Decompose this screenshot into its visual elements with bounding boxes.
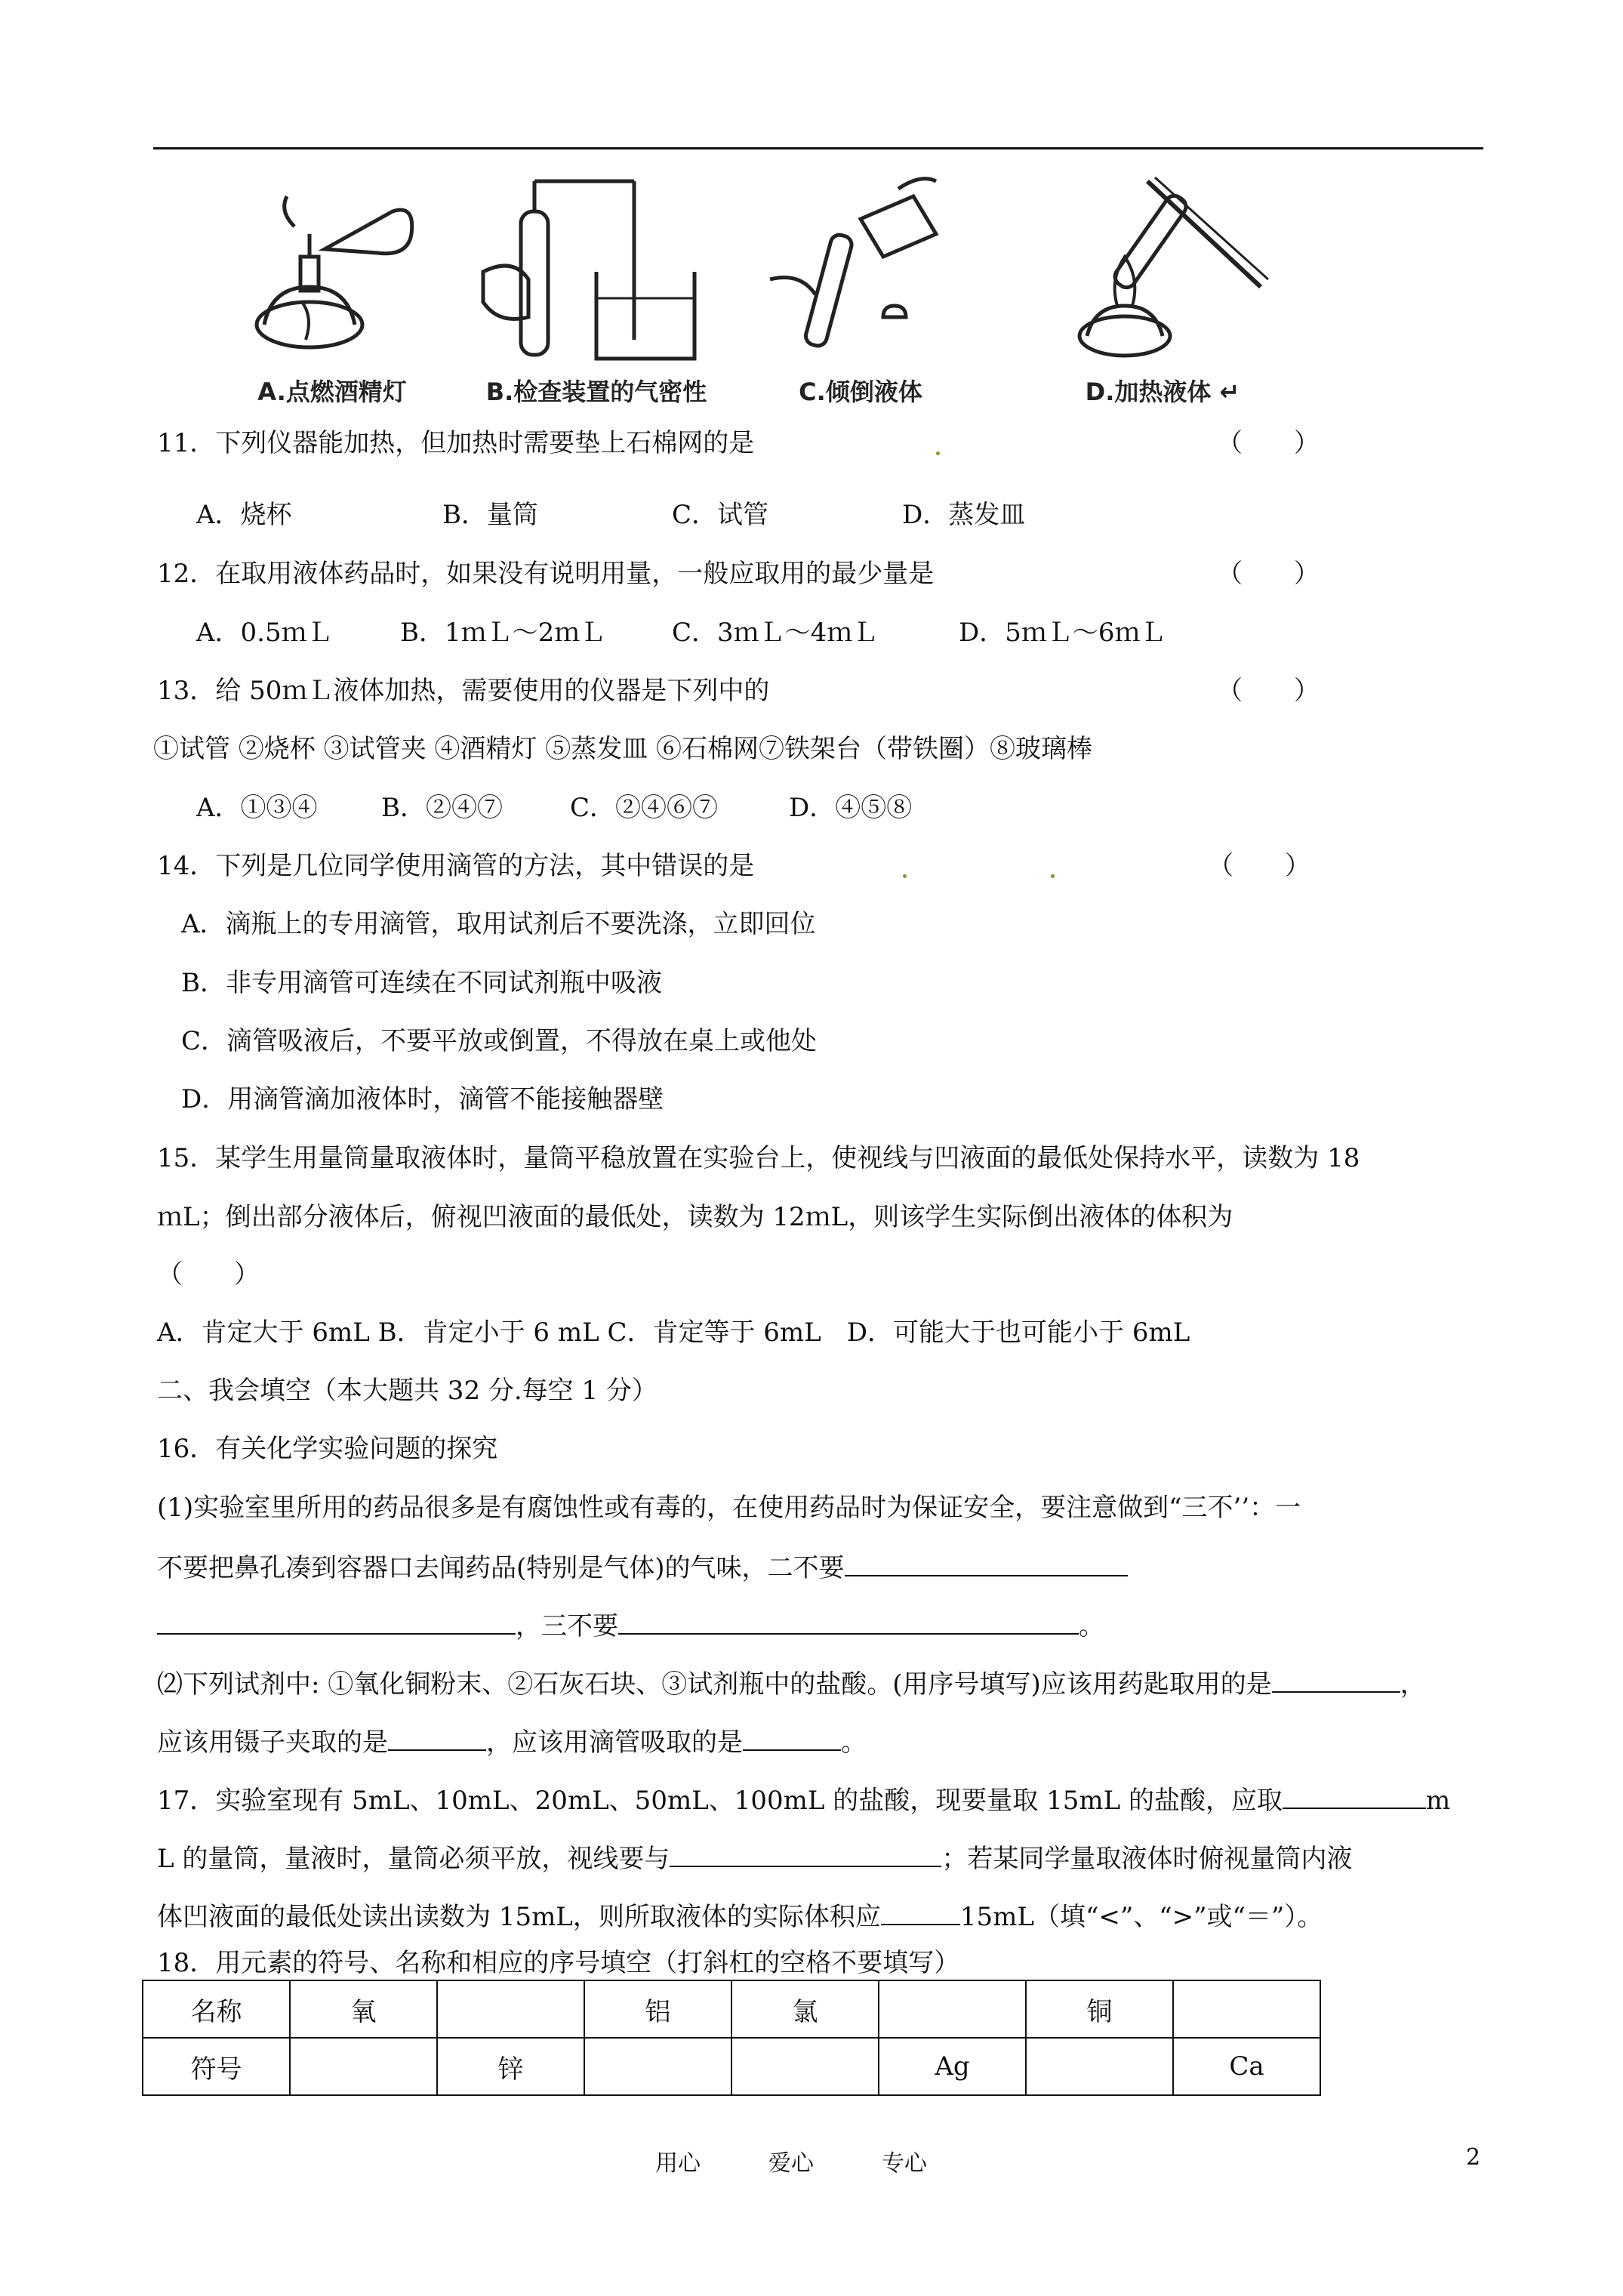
q11-answer-paren[interactable]: （ ） bbox=[1217, 428, 1320, 458]
table-cell[interactable] bbox=[290, 2038, 437, 2095]
table-cell[interactable] bbox=[879, 1980, 1026, 2038]
q17-line-3 bbox=[157, 1898, 1323, 1934]
q15-options: A．肯定大于 6mL B．肯定小于 6 mL C．肯定等于 6mL D．可能大于也可能小于 6mL bbox=[157, 1318, 1190, 1348]
footer-mid: 爱心 bbox=[768, 2150, 814, 2177]
q16-p2-line-2-end: 。 bbox=[841, 1727, 867, 1758]
q14-option-d[interactable]: D．用滴管滴加液体时，滴管不能接触器壁 bbox=[181, 1084, 664, 1114]
q13-option-b[interactable]: B．②④⑦ bbox=[381, 793, 503, 823]
q13-answer-paren[interactable]: （ ） bbox=[1217, 676, 1320, 706]
experiment-figures bbox=[219, 166, 1291, 408]
table-cell: 符号 bbox=[143, 2038, 290, 2095]
q15-line-1: 15．某学生用量筒量取液体时，量筒平稳放置在实验台上，使视线与凹液面的最低处保持水平，读数为 18 bbox=[157, 1143, 1360, 1173]
header-rule bbox=[153, 147, 1483, 149]
airtightness-check-icon bbox=[468, 166, 725, 370]
table-cell: 锌 bbox=[437, 2038, 584, 2095]
q16-blank-2[interactable] bbox=[845, 1549, 1128, 1576]
q16-p2-line-2-a: 应该用镊子夹取的是 bbox=[157, 1727, 388, 1758]
q15-line-2: ｍL；倒出部分液体后，俯视凹液面的最低处，读数为 12ｍL，则该学生实际倒出液体的体积为 bbox=[157, 1202, 1233, 1232]
q16-p1-line-2-text: 不要把鼻孔凑到容器口去闻药品(特别是气体)的气味，二不要 bbox=[157, 1553, 845, 1583]
q15-answer-paren[interactable]: （ ） bbox=[157, 1259, 260, 1290]
table-cell: 氯 bbox=[731, 1980, 879, 2038]
figure-d-caption: D.加热液体 ↵ bbox=[1085, 378, 1240, 406]
table-row bbox=[143, 1980, 1320, 2038]
q11-stem: 11．下列仪器能加热，但加热时需要垫上石棉网的是 bbox=[157, 428, 755, 458]
q17-blank-sightline[interactable] bbox=[670, 1840, 941, 1867]
q12-option-c[interactable]: C．3ｍＬ～4ｍＬ bbox=[672, 618, 879, 648]
q17-line-3-b: 15mL（填“<”、“>”或“＝”）。 bbox=[959, 1902, 1323, 1932]
q16-blank-tweezers[interactable] bbox=[388, 1724, 486, 1751]
table-cell: 铜 bbox=[1026, 1980, 1173, 2038]
q18-stem: 18．用元素的符号、名称和相应的序号填空（打斜杠的空格不要填写） bbox=[157, 1948, 960, 1978]
table-cell[interactable] bbox=[1026, 2038, 1173, 2095]
q14-option-a[interactable]: A．滴瓶上的专用滴管，取用试剂后不要洗涤，立即回位 bbox=[181, 909, 816, 939]
q12-option-b[interactable]: B．1ｍＬ～2ｍＬ bbox=[400, 618, 606, 648]
heating-liquid-icon bbox=[1034, 166, 1291, 370]
q16-blank-spoon[interactable] bbox=[1272, 1666, 1400, 1693]
q16-p2-line-1-end: ， bbox=[1400, 1669, 1426, 1700]
element-table bbox=[142, 1980, 1321, 2096]
q16-p1-line-2 bbox=[157, 1549, 1128, 1585]
alcohol-lamp-lighting-icon bbox=[219, 166, 445, 370]
table-cell: 名称 bbox=[143, 1980, 290, 2038]
q17-blank-cylinder[interactable] bbox=[1283, 1782, 1426, 1809]
figure-d bbox=[1034, 166, 1291, 408]
q16-p1-line-3-mid: ，三不要 bbox=[516, 1611, 618, 1641]
q16-p1-line-3-end: 。 bbox=[1079, 1611, 1104, 1641]
q14-stem: 14．下列是几位同学使用滴管的方法，其中错误的是 bbox=[157, 851, 755, 881]
figure-c-caption: C.倾倒液体 bbox=[799, 378, 922, 406]
q11-option-b[interactable]: B．量筒 bbox=[442, 500, 538, 530]
q11-option-d[interactable]: D．蒸发皿 bbox=[902, 500, 1026, 530]
figure-a bbox=[219, 166, 445, 408]
q13-option-c[interactable]: C．②④⑥⑦ bbox=[570, 793, 719, 823]
q13-stem: 13．给 50ｍＬ液体加热，需要使用的仪器是下列中的 bbox=[157, 676, 770, 706]
q16-p2-line-2 bbox=[157, 1724, 867, 1759]
table-row bbox=[143, 2038, 1320, 2095]
q13-option-d[interactable]: D．④⑤⑧ bbox=[789, 793, 913, 823]
q13-option-a[interactable]: A．①③④ bbox=[196, 793, 318, 823]
table-cell[interactable] bbox=[731, 2038, 879, 2095]
q17-line-2-b: ；若某同学量取液体时俯视量筒内液 bbox=[941, 1844, 1353, 1874]
q16-blank-2-cont[interactable] bbox=[157, 1607, 516, 1635]
q16-title: 16．有关化学实验问题的探究 bbox=[157, 1434, 498, 1464]
figure-b-caption: B.检查装置的气密性 bbox=[485, 378, 707, 406]
scan-dot bbox=[936, 451, 940, 455]
footer-right: 专心 bbox=[882, 2150, 927, 2177]
q14-answer-paren[interactable]: （ ） bbox=[1208, 851, 1310, 881]
table-cell[interactable] bbox=[584, 2038, 731, 2095]
q16-p1-line-1: (1)实验室里所用的药品很多是有腐蚀性或有毒的，在使用药品时为保证安全，要注意做到“三不’’：一 bbox=[157, 1493, 1301, 1523]
q17-line-3-a: 体凹液面的最低处读出读数为 15mL，则所取液体的实际体积应 bbox=[157, 1902, 881, 1932]
q16-blank-3[interactable] bbox=[618, 1607, 1079, 1635]
figure-a-caption: A.点燃酒精灯 bbox=[257, 378, 407, 406]
page-number: 2 bbox=[1466, 2144, 1481, 2171]
q11-option-a[interactable]: A．烧杯 bbox=[196, 500, 292, 530]
scan-dot bbox=[903, 874, 907, 878]
q17-line-1 bbox=[157, 1782, 1450, 1817]
q17-line-2-a: L 的量筒，量液时，量筒必须平放，视线要与 bbox=[157, 1844, 670, 1874]
q14-option-c[interactable]: C．滴管吸液后，不要平放或倒置，不得放在桌上或他处 bbox=[181, 1026, 818, 1056]
q17-line-2 bbox=[157, 1840, 1352, 1875]
q17-line-1-end: m bbox=[1426, 1786, 1451, 1816]
q14-option-b[interactable]: B．非专用滴管可连续在不同试剂瓶中吸液 bbox=[181, 968, 662, 998]
table-cell: 氧 bbox=[290, 1980, 437, 2038]
q11-option-c[interactable]: C．试管 bbox=[672, 500, 769, 530]
q16-p1-line-3 bbox=[157, 1607, 1104, 1643]
q16-blank-dropper[interactable] bbox=[743, 1724, 841, 1751]
q17-blank-compare[interactable] bbox=[881, 1898, 960, 1925]
q17-line-1-text: 17．实验室现有 5mL、10mL、20mL、50mL、100mL 的盐酸，现要量取 15mL 的盐酸，应取 bbox=[157, 1786, 1283, 1816]
q12-answer-paren[interactable]: （ ） bbox=[1217, 559, 1320, 589]
q12-stem: 12．在取用液体药品时，如果没有说明用量，一般应取用的最少量是 bbox=[157, 559, 935, 589]
pouring-liquid-icon bbox=[747, 166, 974, 370]
table-cell: Ag bbox=[879, 2038, 1026, 2095]
table-cell[interactable] bbox=[437, 1980, 584, 2038]
footer-left: 用心 bbox=[655, 2150, 701, 2177]
table-cell: 铝 bbox=[584, 1980, 731, 2038]
q16-p2-line-1 bbox=[157, 1666, 1426, 1701]
section-2-heading: 二、我会填空（本大题共 32 分.每空 1 分） bbox=[157, 1376, 658, 1406]
q16-p2-line-1-text: ⑵下列试剂中: ①氧化铜粉末、②石灰石块、③试剂瓶中的盐酸。(用序号填写)应该用药匙取用的是 bbox=[157, 1669, 1272, 1700]
figure-b bbox=[468, 166, 725, 408]
table-cell: Ca bbox=[1173, 2038, 1320, 2095]
q16-p2-line-2-b: ，应该用滴管吸取的是 bbox=[486, 1727, 743, 1758]
table-cell[interactable] bbox=[1173, 1980, 1320, 2038]
figure-c bbox=[747, 166, 974, 408]
q12-option-d[interactable]: D．5ｍＬ～6ｍＬ bbox=[959, 618, 1166, 648]
scan-dot bbox=[1051, 874, 1055, 878]
q12-option-a[interactable]: A．0.5ｍＬ bbox=[196, 618, 333, 648]
q13-instrument-list: ①试管 ②烧杯 ③试管夹 ④酒精灯 ⑤蒸发皿 ⑥石棉网⑦铁架台（带铁圈）⑧玻璃棒 bbox=[153, 734, 1093, 764]
